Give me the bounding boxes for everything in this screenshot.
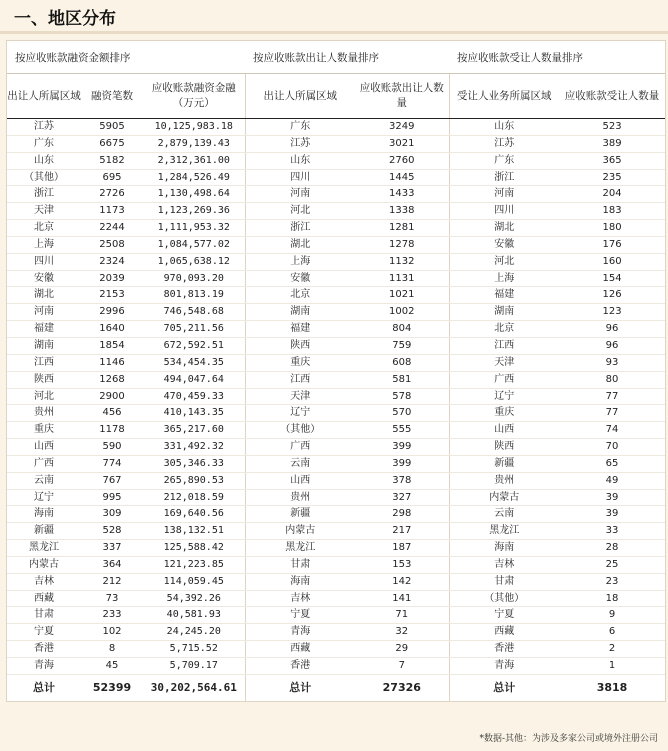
cell-buyer-region: 云南 <box>449 506 559 523</box>
cell-financing-amount: 54,392.26 <box>143 590 245 607</box>
cell-financing-count: 1640 <box>81 321 143 338</box>
cell-seller-count: 578 <box>355 388 449 405</box>
cell-seller-region: 海南 <box>7 506 81 523</box>
cell-seller-count: 141 <box>355 590 449 607</box>
title-divider <box>0 31 668 34</box>
cell-financing-count: 528 <box>81 523 143 540</box>
cell-buyer-count: 77 <box>559 388 665 405</box>
cell-seller-region-2: 新疆 <box>245 506 355 523</box>
cell-seller-count: 399 <box>355 439 449 456</box>
cell-buyer-count: 96 <box>559 337 665 354</box>
table-row <box>7 287 665 304</box>
cell-buyer-count: 65 <box>559 455 665 472</box>
cell-seller-count: 327 <box>355 489 449 506</box>
section-title: 一、地区分布 <box>14 9 116 29</box>
col-buyer-count: 应收账款受让人数量 <box>559 74 665 119</box>
table-row <box>7 489 665 506</box>
cell-seller-count: 1021 <box>355 287 449 304</box>
table-row <box>7 337 665 354</box>
cell-buyer-count: 123 <box>559 304 665 321</box>
cell-buyer-count: 49 <box>559 472 665 489</box>
table-row <box>7 236 665 253</box>
cell-seller-count: 187 <box>355 540 449 557</box>
cell-financing-count: 2996 <box>81 304 143 321</box>
cell-seller-region-2: 宁夏 <box>245 607 355 624</box>
cell-buyer-region: 河南 <box>449 186 559 203</box>
cell-financing-count: 73 <box>81 590 143 607</box>
cell-buyer-count: 23 <box>559 573 665 590</box>
table-row <box>7 186 665 203</box>
cell-buyer-region: 上海 <box>449 270 559 287</box>
table-row <box>7 590 665 607</box>
table-row <box>7 304 665 321</box>
cell-financing-amount: 121,223.85 <box>143 556 245 573</box>
cell-buyer-count: 180 <box>559 220 665 237</box>
cell-financing-amount: 672,592.51 <box>143 337 245 354</box>
cell-seller-region-2: 江苏 <box>245 135 355 152</box>
cell-seller-region-2: 河南 <box>245 186 355 203</box>
cell-seller-count: 29 <box>355 641 449 658</box>
total-buyer-count: 3818 <box>559 674 665 701</box>
cell-seller-region: 北京 <box>7 220 81 237</box>
cell-buyer-count: 18 <box>559 590 665 607</box>
cell-financing-count: 2508 <box>81 236 143 253</box>
cell-buyer-count: 80 <box>559 371 665 388</box>
cell-buyer-count: 1 <box>559 658 665 675</box>
cell-financing-count: 2324 <box>81 253 143 270</box>
cell-buyer-region: 内蒙古 <box>449 489 559 506</box>
cell-seller-count: 3249 <box>355 119 449 136</box>
cell-financing-count: 590 <box>81 439 143 456</box>
col-seller-region-2: 出让人所属区域 <box>245 74 355 119</box>
cell-financing-amount: 212,018.59 <box>143 489 245 506</box>
cell-seller-count: 555 <box>355 422 449 439</box>
cell-buyer-count: 6 <box>559 624 665 641</box>
cell-seller-count: 759 <box>355 337 449 354</box>
cell-seller-region: 广东 <box>7 135 81 152</box>
cell-financing-count: 309 <box>81 506 143 523</box>
cell-seller-region-2: 海南 <box>245 573 355 590</box>
cell-financing-count: 212 <box>81 573 143 590</box>
cell-financing-amount: 365,217.60 <box>143 422 245 439</box>
cell-seller-region: 广西 <box>7 455 81 472</box>
cell-seller-region: 甘肃 <box>7 607 81 624</box>
cell-financing-count: 995 <box>81 489 143 506</box>
cell-buyer-count: 2 <box>559 641 665 658</box>
cell-seller-region-2: 香港 <box>245 658 355 675</box>
cell-seller-count: 570 <box>355 405 449 422</box>
cell-buyer-region: 天津 <box>449 354 559 371</box>
cell-financing-amount: 138,132.51 <box>143 523 245 540</box>
cell-buyer-region: 湖南 <box>449 304 559 321</box>
group-financing-amount: 按应收账款融资金额排序 <box>7 41 245 74</box>
cell-financing-count: 456 <box>81 405 143 422</box>
cell-seller-region-2: 湖南 <box>245 304 355 321</box>
cell-seller-region-2: 上海 <box>245 253 355 270</box>
cell-financing-count: 774 <box>81 455 143 472</box>
cell-seller-region-2: 江西 <box>245 371 355 388</box>
cell-buyer-region: 北京 <box>449 321 559 338</box>
cell-seller-region: 贵州 <box>7 405 81 422</box>
cell-seller-count: 3021 <box>355 135 449 152</box>
table-row <box>7 624 665 641</box>
cell-buyer-region: 福建 <box>449 287 559 304</box>
cell-financing-count: 767 <box>81 472 143 489</box>
cell-financing-count: 2900 <box>81 388 143 405</box>
cell-financing-count: 233 <box>81 607 143 624</box>
cell-financing-amount: 40,581.93 <box>143 607 245 624</box>
table-row <box>7 152 665 169</box>
cell-buyer-count: 96 <box>559 321 665 338</box>
cell-financing-count: 5905 <box>81 119 143 136</box>
cell-seller-count: 32 <box>355 624 449 641</box>
cell-seller-count: 153 <box>355 556 449 573</box>
cell-seller-region: 四川 <box>7 253 81 270</box>
cell-seller-region-2: 山东 <box>245 152 355 169</box>
cell-financing-amount: 2,879,139.43 <box>143 135 245 152</box>
cell-seller-count: 2760 <box>355 152 449 169</box>
cell-seller-count: 1278 <box>355 236 449 253</box>
table-row <box>7 270 665 287</box>
cell-financing-amount: 970,093.20 <box>143 270 245 287</box>
cell-seller-region: 重庆 <box>7 422 81 439</box>
cell-buyer-count: 365 <box>559 152 665 169</box>
table-row <box>7 573 665 590</box>
cell-seller-region-2: 西藏 <box>245 641 355 658</box>
cell-buyer-count: 523 <box>559 119 665 136</box>
cell-seller-region-2: 吉林 <box>245 590 355 607</box>
cell-buyer-count: 176 <box>559 236 665 253</box>
cell-buyer-region: 广西 <box>449 371 559 388</box>
cell-seller-region-2: 安徽 <box>245 270 355 287</box>
cell-financing-count: 2039 <box>81 270 143 287</box>
total-financing-count: 52399 <box>81 674 143 701</box>
cell-seller-region: 安徽 <box>7 270 81 287</box>
cell-financing-count: 5182 <box>81 152 143 169</box>
cell-seller-count: 298 <box>355 506 449 523</box>
cell-financing-amount: 10,125,983.18 <box>143 119 245 136</box>
cell-seller-region-2: 天津 <box>245 388 355 405</box>
cell-financing-amount: 169,640.56 <box>143 506 245 523</box>
cell-seller-region: 内蒙古 <box>7 556 81 573</box>
cell-seller-count: 804 <box>355 321 449 338</box>
cell-financing-count: 8 <box>81 641 143 658</box>
col-financing-count: 融资笔数 <box>81 74 143 119</box>
cell-financing-amount: 1,065,638.12 <box>143 253 245 270</box>
cell-buyer-region: 甘肃 <box>449 573 559 590</box>
cell-seller-region-2: 内蒙古 <box>245 523 355 540</box>
cell-seller-region: 黑龙江 <box>7 540 81 557</box>
cell-seller-count: 378 <box>355 472 449 489</box>
cell-buyer-region: 新疆 <box>449 455 559 472</box>
cell-buyer-region: 江西 <box>449 337 559 354</box>
group-buyer-count: 按应收账款受让人数量排序 <box>449 41 665 74</box>
total-label-3: 总计 <box>449 674 559 701</box>
cell-buyer-count: 93 <box>559 354 665 371</box>
cell-financing-amount: 114,059.45 <box>143 573 245 590</box>
cell-seller-region: 辽宁 <box>7 489 81 506</box>
cell-seller-region-2: 福建 <box>245 321 355 338</box>
region-distribution-table <box>6 40 666 702</box>
cell-buyer-count: 74 <box>559 422 665 439</box>
cell-financing-count: 337 <box>81 540 143 557</box>
table-row <box>7 203 665 220</box>
cell-buyer-count: 39 <box>559 489 665 506</box>
table-row <box>7 388 665 405</box>
total-label-2: 总计 <box>245 674 355 701</box>
table-row <box>7 169 665 186</box>
cell-seller-region-2: 北京 <box>245 287 355 304</box>
cell-financing-count: 1178 <box>81 422 143 439</box>
group-seller-count: 按应收账款出让人数量排序 <box>245 41 449 74</box>
cell-financing-amount: 305,346.33 <box>143 455 245 472</box>
cell-buyer-count: 160 <box>559 253 665 270</box>
cell-buyer-region: 山东 <box>449 119 559 136</box>
table-row <box>7 556 665 573</box>
cell-buyer-region: 宁夏 <box>449 607 559 624</box>
cell-seller-region-2: 广西 <box>245 439 355 456</box>
cell-financing-count: 1146 <box>81 354 143 371</box>
cell-buyer-count: 389 <box>559 135 665 152</box>
table-row <box>7 641 665 658</box>
cell-buyer-count: 204 <box>559 186 665 203</box>
cell-financing-amount: 265,890.53 <box>143 472 245 489</box>
cell-seller-count: 399 <box>355 455 449 472</box>
cell-seller-region: 福建 <box>7 321 81 338</box>
total-label: 总计 <box>7 674 81 701</box>
table-row <box>7 354 665 371</box>
cell-financing-amount: 1,130,498.64 <box>143 186 245 203</box>
cell-buyer-region: 西藏 <box>449 624 559 641</box>
cell-seller-count: 71 <box>355 607 449 624</box>
cell-financing-amount: 470,459.33 <box>143 388 245 405</box>
cell-seller-region: 西藏 <box>7 590 81 607</box>
cell-seller-region: 河北 <box>7 388 81 405</box>
cell-seller-count: 1338 <box>355 203 449 220</box>
table-row <box>7 405 665 422</box>
cell-seller-region-2: （其他） <box>245 422 355 439</box>
cell-buyer-region: 青海 <box>449 658 559 675</box>
cell-seller-count: 1433 <box>355 186 449 203</box>
cell-seller-region: （其他） <box>7 169 81 186</box>
cell-seller-region-2: 四川 <box>245 169 355 186</box>
cell-financing-amount: 1,111,953.32 <box>143 220 245 237</box>
cell-seller-region: 陕西 <box>7 371 81 388</box>
cell-buyer-region: 海南 <box>449 540 559 557</box>
cell-seller-count: 1445 <box>355 169 449 186</box>
cell-buyer-region: 浙江 <box>449 169 559 186</box>
cell-buyer-count: 126 <box>559 287 665 304</box>
cell-buyer-count: 39 <box>559 506 665 523</box>
cell-buyer-region: 重庆 <box>449 405 559 422</box>
cell-buyer-count: 9 <box>559 607 665 624</box>
table-row <box>7 506 665 523</box>
cell-financing-amount: 5,709.17 <box>143 658 245 675</box>
cell-seller-region: 江苏 <box>7 119 81 136</box>
table-row <box>7 455 665 472</box>
cell-seller-region-2: 湖北 <box>245 236 355 253</box>
cell-seller-count: 7 <box>355 658 449 675</box>
cell-seller-region: 浙江 <box>7 186 81 203</box>
cell-seller-region-2: 贵州 <box>245 489 355 506</box>
cell-financing-amount: 801,813.19 <box>143 287 245 304</box>
table-row <box>7 607 665 624</box>
cell-financing-count: 6675 <box>81 135 143 152</box>
cell-buyer-region: 香港 <box>449 641 559 658</box>
cell-buyer-region: 吉林 <box>449 556 559 573</box>
cell-financing-amount: 705,211.56 <box>143 321 245 338</box>
cell-financing-count: 2244 <box>81 220 143 237</box>
column-header-row <box>7 74 665 119</box>
cell-buyer-count: 33 <box>559 523 665 540</box>
table-row <box>7 119 665 136</box>
cell-buyer-count: 25 <box>559 556 665 573</box>
cell-seller-region-2: 重庆 <box>245 354 355 371</box>
cell-seller-region: 湖北 <box>7 287 81 304</box>
cell-seller-count: 217 <box>355 523 449 540</box>
cell-financing-count: 102 <box>81 624 143 641</box>
cell-buyer-region: 广东 <box>449 152 559 169</box>
cell-buyer-region: 河北 <box>449 253 559 270</box>
cell-seller-region: 天津 <box>7 203 81 220</box>
cell-seller-count: 142 <box>355 573 449 590</box>
group-header-row <box>7 41 665 74</box>
cell-seller-region-2: 辽宁 <box>245 405 355 422</box>
table-row <box>7 523 665 540</box>
cell-buyer-count: 70 <box>559 439 665 456</box>
cell-seller-region: 吉林 <box>7 573 81 590</box>
cell-buyer-count: 154 <box>559 270 665 287</box>
cell-financing-count: 1173 <box>81 203 143 220</box>
cell-financing-amount: 494,047.64 <box>143 371 245 388</box>
cell-financing-count: 2153 <box>81 287 143 304</box>
cell-seller-region-2: 浙江 <box>245 220 355 237</box>
cell-buyer-region: 湖北 <box>449 220 559 237</box>
cell-buyer-count: 77 <box>559 405 665 422</box>
cell-financing-amount: 410,143.35 <box>143 405 245 422</box>
cell-financing-count: 2726 <box>81 186 143 203</box>
cell-seller-region: 山东 <box>7 152 81 169</box>
cell-buyer-region: 贵州 <box>449 472 559 489</box>
cell-financing-amount: 24,245.20 <box>143 624 245 641</box>
cell-seller-region: 青海 <box>7 658 81 675</box>
table-row <box>7 253 665 270</box>
cell-financing-count: 1268 <box>81 371 143 388</box>
cell-buyer-count: 28 <box>559 540 665 557</box>
cell-financing-amount: 534,454.35 <box>143 354 245 371</box>
cell-seller-count: 608 <box>355 354 449 371</box>
cell-seller-count: 1281 <box>355 220 449 237</box>
col-financing-amount: 应收账款融资金融（万元） <box>143 74 245 119</box>
cell-financing-amount: 5,715.52 <box>143 641 245 658</box>
table-row <box>7 220 665 237</box>
total-seller-count: 27326 <box>355 674 449 701</box>
cell-buyer-region: 陕西 <box>449 439 559 456</box>
cell-seller-region: 上海 <box>7 236 81 253</box>
table-row <box>7 371 665 388</box>
cell-seller-region-2: 云南 <box>245 455 355 472</box>
cell-seller-region: 云南 <box>7 472 81 489</box>
table-row <box>7 439 665 456</box>
cell-buyer-count: 183 <box>559 203 665 220</box>
cell-financing-count: 45 <box>81 658 143 675</box>
col-buyer-region: 受让人业务所属区域 <box>449 74 559 119</box>
col-seller-count: 应收账款出让人数量 <box>355 74 449 119</box>
cell-seller-count: 1002 <box>355 304 449 321</box>
cell-financing-count: 1854 <box>81 337 143 354</box>
table-row <box>7 422 665 439</box>
cell-seller-count: 1132 <box>355 253 449 270</box>
cell-seller-region: 江西 <box>7 354 81 371</box>
cell-financing-amount: 746,548.68 <box>143 304 245 321</box>
cell-financing-amount: 1,084,577.02 <box>143 236 245 253</box>
cell-seller-region-2: 河北 <box>245 203 355 220</box>
cell-buyer-region: 安徽 <box>449 236 559 253</box>
cell-buyer-count: 235 <box>559 169 665 186</box>
cell-financing-count: 695 <box>81 169 143 186</box>
total-financing-amount: 30,202,564.61 <box>143 674 245 701</box>
cell-seller-count: 1131 <box>355 270 449 287</box>
cell-seller-region: 湖南 <box>7 337 81 354</box>
table-row <box>7 472 665 489</box>
col-seller-region: 出让人所属区域 <box>7 74 81 119</box>
cell-seller-region: 山西 <box>7 439 81 456</box>
cell-seller-region: 宁夏 <box>7 624 81 641</box>
cell-seller-region-2: 陕西 <box>245 337 355 354</box>
table-row <box>7 321 665 338</box>
cell-financing-amount: 1,123,269.36 <box>143 203 245 220</box>
total-row <box>7 674 665 701</box>
cell-seller-region-2: 青海 <box>245 624 355 641</box>
cell-seller-region-2: 甘肃 <box>245 556 355 573</box>
cell-buyer-region: （其他） <box>449 590 559 607</box>
table-row <box>7 135 665 152</box>
cell-buyer-region: 黑龙江 <box>449 523 559 540</box>
cell-seller-region: 香港 <box>7 641 81 658</box>
cell-seller-count: 581 <box>355 371 449 388</box>
cell-financing-count: 364 <box>81 556 143 573</box>
cell-buyer-region: 四川 <box>449 203 559 220</box>
cell-seller-region: 新疆 <box>7 523 81 540</box>
footnote: *数据-其他：为涉及多家公司或境外注册公司 <box>479 734 658 744</box>
cell-financing-amount: 331,492.32 <box>143 439 245 456</box>
cell-seller-region-2: 广东 <box>245 119 355 136</box>
cell-seller-region: 河南 <box>7 304 81 321</box>
cell-financing-amount: 1,284,526.49 <box>143 169 245 186</box>
cell-seller-region-2: 黑龙江 <box>245 540 355 557</box>
cell-buyer-region: 江苏 <box>449 135 559 152</box>
cell-seller-region-2: 山西 <box>245 472 355 489</box>
cell-financing-amount: 125,588.42 <box>143 540 245 557</box>
table-row <box>7 540 665 557</box>
table-row <box>7 658 665 675</box>
cell-financing-amount: 2,312,361.00 <box>143 152 245 169</box>
cell-buyer-region: 山西 <box>449 422 559 439</box>
cell-buyer-region: 辽宁 <box>449 388 559 405</box>
